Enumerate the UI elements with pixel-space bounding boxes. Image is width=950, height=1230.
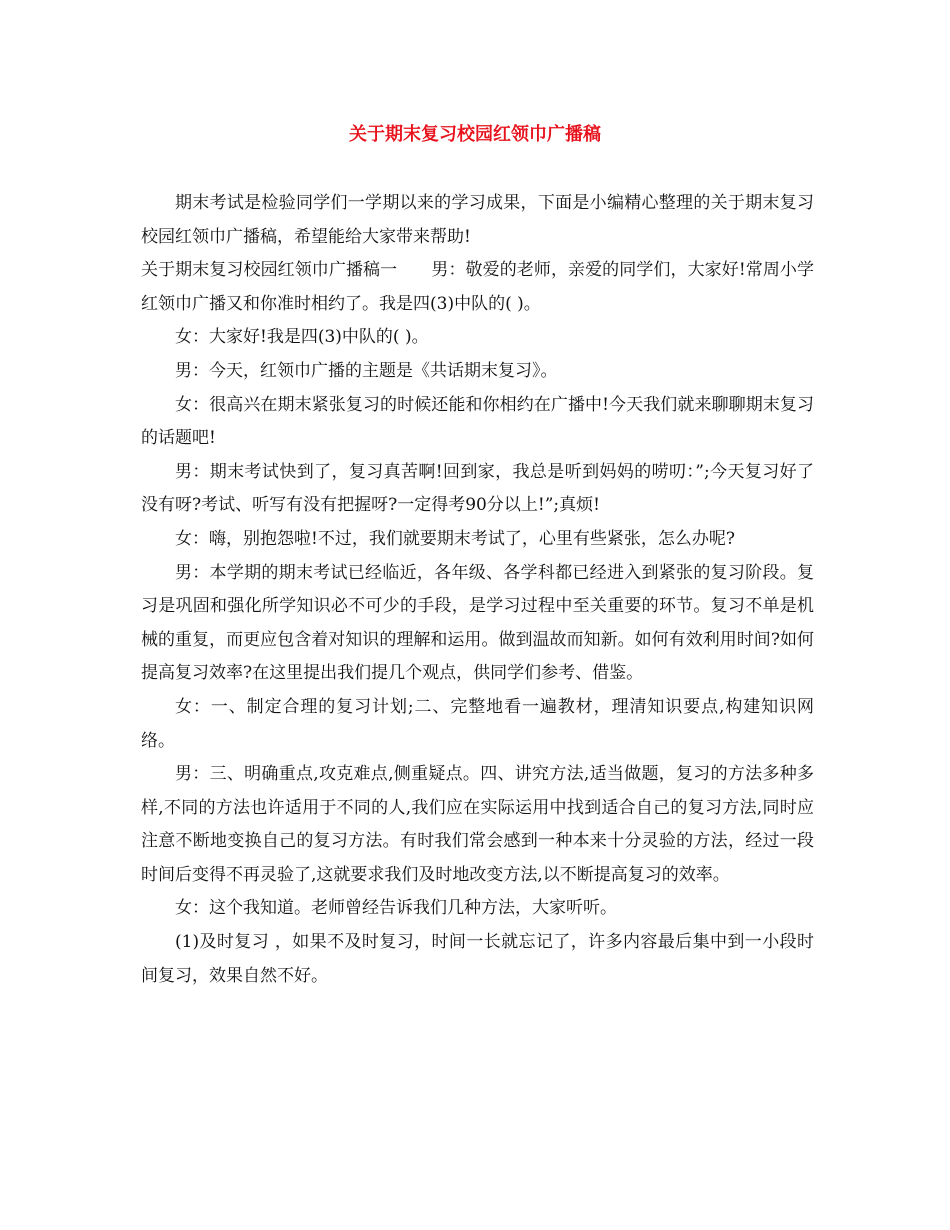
paragraph-dialogue: 男：本学期的期末考试已经临近，各年级、各学科都已经进入到紧张的复习阶段。复习是巩固和强化所学知识必不可少的手段，是学习过程中至关重要的环节。复习不单是机械的重复，而更应包含着对知识的理解和运用。做到温故而知新。如何有效利用时间?如何提高复习效率?在这里提出我们提几个观点，供同学们参考、借鉴。 (141, 562, 814, 684)
paragraph-dialogue: 女：很高兴在期末紧张复习的时候还能和你相约在广播中!今天我们就来聊聊期末复习的话题吧! (141, 394, 814, 449)
paragraph-dialogue: 女：大家好!我是四(3)中队的( )。 (175, 327, 429, 348)
paragraph-intro: 期末考试是检验同学们一学期以来的学习成果，下面是小编精心整理的关于期末复习校园红领巾广播稿，希望能给大家带来帮助! (141, 193, 814, 247)
document-title: 关于期末复习校园红领巾广播稿 (349, 124, 601, 145)
paragraph-dialogue: 男：三、明确重点,攻克难点,侧重疑点。四、讲究方法,适当做题，复习的方法多种多样,不同的方法也许适用于不同的人,我们应在实际运用中找到适合自己的复习方法,同时应注意不断地变换自己的复习方法。有时我们常会感到一种本来十分灵验的方法，经过一段时间后变得不再灵验了,这就要求我们及时地改变方法,以不断提高复习的效率。 (141, 764, 814, 885)
paragraph-dialogue: 男：期末考试快到了，复习真苦啊!回到家，我总是听到妈妈的唠叨：”;今天复习好了没有呀?考试、听写有没有把握呀?一定得考90分以上!”;真烦! (141, 461, 814, 516)
paragraph-method: (1)及时复习 ，如果不及时复习，时间一长就忘记了，许多内容最后集中到一小段时间复习，效果自然不好。 (141, 932, 814, 986)
paragraph-dialogue: 女：一、制定合理的复习计划;二、完整地看一遍教材，理清知识要点,构建知识网络。 (141, 696, 814, 751)
document-body (141, 187, 814, 993)
paragraph-dialogue: 男：今天，红领巾广播的主题是《共话期末复习》。 (175, 360, 558, 381)
paragraph-opening: 关于期末复习校园红领巾广播稿一 男：敬爱的老师，亲爱的同学们，大家好!常周小学红领巾广播又和你准时相约了。我是四(3)中队的( )。 (141, 260, 814, 314)
paragraph-dialogue: 女：这个我知道。老师曾经告诉我们几种方法，大家听听。 (175, 898, 617, 919)
paragraph-dialogue: 女：嗨，别抱怨啦!不过，我们就要期末考试了，心里有些紧张，怎么办呢? (175, 528, 735, 549)
